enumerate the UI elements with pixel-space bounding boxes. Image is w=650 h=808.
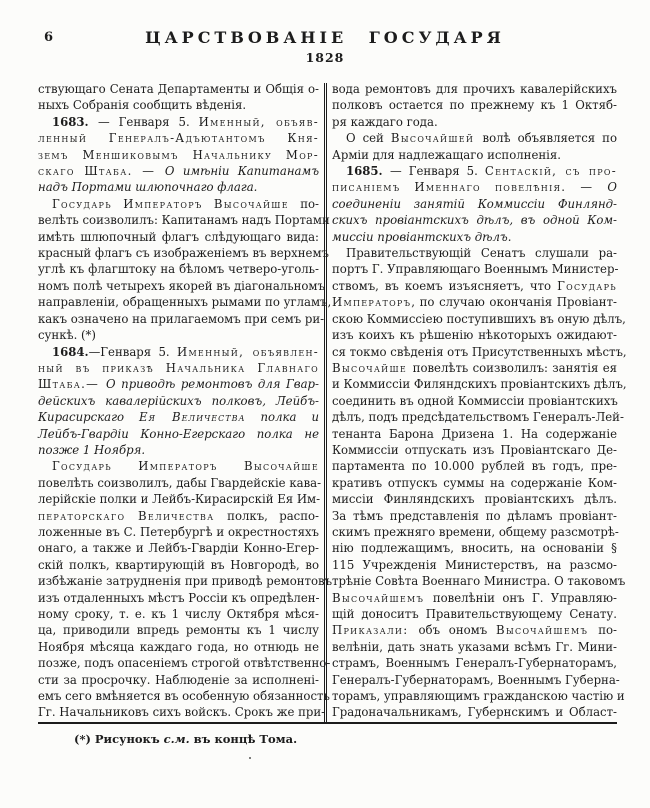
text-line: Генералъ-Губернаторамъ, Военнымъ Губерна-	[332, 672, 620, 687]
text-line: дѣлъ, подъ предсѣдательствомъ Генералъ-Лей-	[332, 410, 624, 425]
text-line: Градоначальникамъ, Губернскимъ и Област-	[332, 705, 617, 720]
text-line: Императоръ, по случаю окончанія Провіант-	[332, 295, 617, 310]
footnote-rule	[38, 722, 617, 724]
text-line: щій доноситъ Правительствующему Сенату.	[332, 607, 617, 621]
left-column	[38, 81, 333, 722]
text-line: ствомъ, въ коемъ изъясняетъ, что Государь	[332, 278, 617, 293]
text-line: углѣ къ флагштоку на бѣломъ четверо-уголь-	[38, 262, 319, 277]
text-line: позже, подъ опасеніемъ строгой отвѣтственно-	[38, 656, 331, 671]
text-line: повелѣть соизволилъ, дабы Гвардейскіе кава-	[38, 475, 322, 490]
text-line: изъ отдаленныхъ мѣстъ Россіи къ опредѣлен-	[38, 590, 320, 605]
text-line: нію подлежащимъ, вносить, на основаніи §	[332, 541, 617, 556]
text-line: емъ сего вмѣняется въ особенную обязанность	[38, 689, 330, 704]
text-line: ложенные въ С. Петербургѣ и окрестностяхъ	[38, 524, 319, 539]
text-line: Гг. Начальниковъ сихъ войскъ. Срокъ же при-	[38, 705, 326, 720]
text-line: Штаба.— О приводѣ ремонтовъ для Гвар-	[38, 377, 319, 392]
running-head-title: ЦАРСТВОВАНІЕ ГОСУДАРЯ	[145, 28, 505, 47]
text-line: скою Коммиссіею поступившихъ въ оную дѣлъ,	[332, 311, 626, 326]
text-line: онаго, а также и Лейбъ-Гвардіи Конно-Егер-	[38, 541, 319, 556]
text-line: торамъ, управляющимъ гражданскою частію и	[332, 689, 625, 704]
text-line: тенанта Барона Дризена 1. На содержаніе	[332, 426, 617, 441]
text-line: ца, приводили впредь ремонты къ 1 числу	[38, 623, 319, 638]
text-line: земъ Меншиковымъ Начальнику Мор-	[38, 147, 319, 162]
text-line: соединить въ одной Коммиссіи провіантскихъ	[332, 393, 618, 408]
text-line: сункѣ. (*)	[38, 328, 96, 343]
text-line: имѣть шлюпочный флагъ слѣдующаго вида:	[38, 229, 319, 244]
text-line: надъ Портами шлюпочнаго флага.	[38, 180, 258, 195]
running-head-year: 1828	[305, 50, 345, 65]
text-line: Высочайше повелѣть соизволилъ: занятія ея	[332, 360, 617, 375]
text-line: Кирасирскаго Ея Величества полка и	[38, 410, 319, 425]
text-line: ному сроку, т. е. къ 1 числу Октября мѣся-	[38, 607, 319, 621]
text-line: Коммиссіи отпускать изъ Провіантскаго Де-	[332, 442, 617, 457]
text-line: О сей Высочайшей волѣ объявляется по	[346, 131, 618, 146]
text-line: скимъ прежняго времени, общему разсмотрѣ-	[332, 524, 619, 539]
text-line: направленіи, обращенныхъ рымами по угламъ,	[38, 295, 332, 310]
text-columns	[38, 81, 627, 722]
text-line: Лейбъ-Гвардіи Конно-Егерскаго полка не	[38, 426, 319, 441]
text-line: соединеніи занятій Коммиссіи Финлянд-	[332, 196, 617, 211]
text-line: дейскихъ кавалерійскихъ полковъ, Лейбъ-	[38, 393, 319, 408]
text-line: (*) Рисунокъ с.м. въ концѣ Тома.	[74, 732, 298, 746]
text-line: полковъ остается по прежнему къ 1 Октяб-	[332, 98, 617, 113]
text-line: трѣніе Совѣта Военнаго Министра. О таковомъ	[332, 574, 626, 589]
text-line: сти за просрочку. Наблюденіе за исполнені-	[38, 672, 319, 687]
text-line: и Коммиссіи Филяндскихъ провіантскихъ дѣлъ,	[332, 377, 627, 392]
text-line: скій полкъ, квартирующій въ Новгородѣ, во	[38, 557, 319, 572]
column-divider-rule	[324, 83, 327, 722]
text-line: скаго Штаба. — О имѣніи Капитанамъ	[38, 164, 319, 179]
text-line: велѣть соизволилъ: Капитанамъ надъ Портами	[38, 213, 330, 228]
text-line: Государь Императоръ Высочайше по-	[52, 196, 319, 211]
text-line: вода ремонтовъ для прочихъ кавалерійскихъ	[332, 82, 617, 96]
text-line: скихъ провіантскихъ дѣлъ, въ одной Ком-	[332, 213, 617, 228]
text-line: Правительствующій Сенатъ слушали ра-	[346, 246, 617, 261]
text-line: писаніемъ Именнаго повелѣнія. — О	[332, 180, 617, 195]
text-line: Высочайшемъ повелѣніи онъ Г. Управляю-	[332, 590, 617, 605]
text-line: 1685. — Генваря 5. Сентаскій, съ про-	[346, 164, 617, 179]
text-line: ленный Генералъ-Адъютантомъ Кня-	[38, 131, 319, 146]
text-line: 1684.—Генваря 5. Именный, объявлен-	[52, 344, 319, 359]
text-line: ный въ приказѣ Начальника Главнаго	[38, 360, 319, 375]
text-line: 1683. — Генваря 5. Именный, объяв-	[52, 114, 319, 129]
text-line: страмъ, Военнымъ Генералъ-Губернаторамъ,	[332, 656, 617, 671]
footnote	[74, 731, 297, 747]
right-column	[332, 81, 627, 722]
text-line: лерійскіе полки и Лейбъ-Кирасирскій Ея Им-	[38, 492, 321, 507]
text-line: ператорскаго Величества полкъ, распо-	[38, 508, 319, 523]
scan-speck	[249, 757, 251, 759]
text-line: Арміи для надлежащаго исполненія.	[332, 147, 562, 162]
text-line: миссіи Финляндскихъ провіантскихъ дѣлъ.	[332, 492, 617, 507]
text-line: Приказали: объ ономъ Высочайшемъ по-	[332, 623, 617, 638]
text-line: красный флагъ съ изображеніемъ въ верхнемъ	[38, 246, 329, 261]
page-number: 6	[44, 30, 54, 45]
text-line: За тѣмъ представленія по дѣламъ провіант-	[332, 508, 617, 523]
text-line: партамента по 10.000 рублей въ годъ, пре-	[332, 459, 617, 474]
text-line: кративъ отпускъ суммы на содержаніе Ком-	[332, 475, 617, 490]
text-line: какъ означено на прилагаемомъ при семъ ри-	[38, 311, 325, 326]
text-line: портъ Г. Управляющаго Военнымъ Министер-	[332, 262, 619, 277]
text-line: ря каждаго года.	[332, 114, 438, 129]
text-line: номъ полѣ четырехъ якорей въ діагональномъ	[38, 278, 325, 293]
text-line: Ноября мѣсяца каждаго года, но отнюдь не	[38, 639, 319, 654]
text-line: велѣніи, дать знать указами всѣмъ Гг. Мини-	[332, 639, 617, 654]
text-line: миссіи провіантскихъ дѣлъ.	[332, 229, 512, 244]
text-line: ся токмо свѣденія отъ Присутственныхъ мѣстъ,	[332, 344, 627, 359]
text-line: изъ коихъ къ рѣшенію нѣкоторыхъ ожидают-	[332, 328, 617, 343]
text-line: 115 Учрежденія Министерствъ, на разсмо-	[332, 557, 617, 572]
text-line: ныхъ Собранія сообщить вѣденія.	[38, 98, 247, 113]
text-line: избѣжаніе затрудненія при приводѣ ремонтовъ	[38, 574, 333, 589]
text-line: Государь Императоръ Высочайше	[52, 459, 319, 474]
text-line: позже 1 Ноября.	[38, 442, 146, 457]
text-line: ствующаго Сената Департаменты и Общія о-	[38, 82, 319, 96]
